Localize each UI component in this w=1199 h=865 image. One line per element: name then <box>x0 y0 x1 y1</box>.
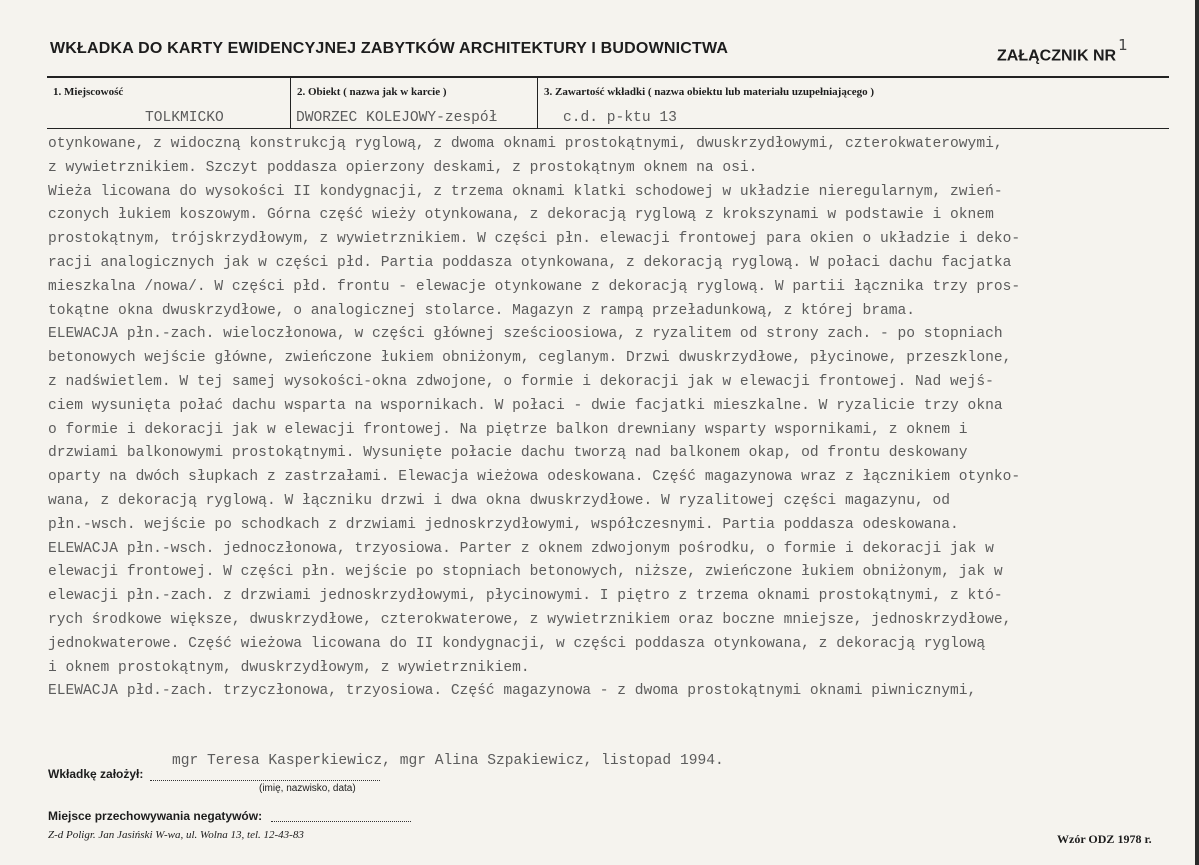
text-line: ELEWACJA płd.-zach. trzyczłonowa, trzyosiowa. Część magazynowa - z dwoma prostokątnymi oknami piwnicznymi, <box>48 683 977 700</box>
place-value: TOLKMICKO <box>145 110 224 126</box>
text-line: prostokątnym, trójskrzydłowym, z wywietrznikiem. W części płn. elewacji frontowej para okien o układzie i deko- <box>48 231 1021 248</box>
author-dotted-line <box>150 780 380 781</box>
field-divider-2 <box>537 77 538 129</box>
text-line: ELEWACJA płn.-wsch. jednoczłonowa, trzyosiowa. Parter z oknem zdwojonym pośrodku, o formie i dekoracji jak w <box>48 540 994 557</box>
form-title: WKŁADKA DO KARTY EWIDENCYJNEJ ZABYTKÓW ARCHITEKTURY I BUDOWNICTWA <box>50 40 729 57</box>
text-line: mieszkalna /nowa/. W części płd. frontu - elewacje otynkowane z dekoracją ryglową. W partii łącznika trzy pros- <box>48 278 1021 295</box>
text-line: racji analogicznych jak w części płd. Partia poddasza otynkowana, z dekoracją ryglową. W połaci dachu facjatka <box>48 254 1012 271</box>
content-label: 3. Zawartość wkładki ( nazwa obiektu lub materiału uzupełniającego ) <box>544 86 875 98</box>
place-label: 1. Miejscowość <box>53 86 124 98</box>
text-line: jednokwaterowe. Część wieżowa licowana do II kondygnacji, w części poddasza otynkowana, z dekoracją ryglową <box>48 635 986 652</box>
text-line: płn.-wsch. wejście po schodkach z drzwiami jednoskrzydłowymi, współczesnymi. Partia poddasza odeskowana. <box>48 516 959 533</box>
object-value: DWORZEC KOLEJOWY-zespół <box>296 110 498 126</box>
text-line: rych środkowe większe, dwuskrzydłowe, czterokwaterowe, z wywietrznikiem oraz boczne mniejsze, jednoskrzydłowe, <box>48 611 1012 628</box>
storage-dotted-line <box>271 821 411 822</box>
text-line: czonych łukiem koszowym. Górna część wieży otynkowana, z dekoracją ryglową z krokszynami w podstawie i oknem <box>48 207 994 224</box>
text-line: z wywietrznikiem. Szczyt poddasza opierzony deskami, z prostokątnym oknem na osi. <box>48 159 758 176</box>
printer-info: Z-d Poligr. Jan Jasiński W-wa, ul. Wolna 13, tel. 12-43-83 <box>48 829 304 841</box>
text-line: otynkowane, z widoczną konstrukcją ryglową, z dwoma oknami prostokątnymi, dwuskrzydłowymi, czterokwaterowymi, <box>48 136 1003 152</box>
header-bottom-rule <box>47 128 1169 129</box>
text-line: elewacji frontowej. W części płn. wejście po stopniach betonowych, niższe, zwieńczone łukiem obniżonym, jak w <box>48 564 1003 581</box>
form-id: Wzór ODZ 1978 r. <box>1057 832 1152 846</box>
text-line: ELEWACJA płn.-zach. wieloczłonowa, w części głównej sześcioosiowa, z ryzalitem od strony zach. - po stopniach <box>48 326 1003 343</box>
text-line: ciem wysunięta połać dachu wsparta na wspornikach. W połaci - dwie facjatki mieszkalne. W ryzalicie trzy okna <box>48 397 1003 414</box>
field-divider-1 <box>290 77 291 129</box>
text-line: tokątne okna dwuskrzydłowe, o analogicznej stolarce. Magazyn z rampą przeładunkową, z której brama. <box>48 302 916 319</box>
card-edge-shadow <box>1195 0 1199 865</box>
header-top-rule <box>47 76 1169 78</box>
text-line: wana, z dekoracją ryglową. W łączniku drzwi i dwa okna dwuskrzydłowe. W ryzalitowej części magazynu, od <box>48 492 951 509</box>
author-label: Wkładkę założył: <box>48 767 144 781</box>
text-line: z nadświetlem. W tej samej wysokości-okna zdwojone, o formie i dekoracji jak w elewacji frontowej. Nad wejś- <box>48 373 994 390</box>
annex-label-text: ZAŁĄCZNIK NR <box>997 47 1117 65</box>
text-line: elewacji płn.-zach. z drzwiami jednoskrzydłowymi, płycinowymi. I piętro z trzema oknami prostokątnymi, z któ- <box>48 588 1003 605</box>
text-line: o formie i dekoracji jak w elewacji frontowej. Na piętrze balkon drewniany wsparty wspornikami, z oknem i <box>48 421 968 438</box>
object-label: 2. Obiekt ( nazwa jak w karcie ) <box>297 86 447 98</box>
annex-number: 1 <box>1118 36 1128 54</box>
author-hint: (imię, nazwisko, data) <box>259 783 356 794</box>
description-text <box>48 133 1168 704</box>
text-line: Wieża licowana do wysokości II kondygnacji, z trzema oknami klatki schodowej w układzie nieregularnym, zwień- <box>48 183 1003 200</box>
text-line: i oknem prostokątnym, dwuskrzydłowym, z wywietrznikiem. <box>48 659 530 676</box>
author-value: mgr Teresa Kasperkiewicz, mgr Alina Szpakiewicz, listopad 1994. <box>172 753 724 769</box>
text-line: drzwiami balkonowymi prostokątnymi. Wysunięte połacie dachu tworzą nad balkonem okap, od frontu deskowany <box>48 445 968 462</box>
content-value: c.d. p-ktu 13 <box>563 110 677 126</box>
annex-label <box>997 36 1128 65</box>
storage-label: Miejsce przechowywania negatywów: <box>48 809 263 823</box>
text-line: oparty na dwóch słupkach z zastrzałami. Elewacja wieżowa odeskowana. Część magazynowa wraz z łącznikiem otynko- <box>48 469 1021 486</box>
text-line: betonowych wejście główne, zwieńczone łukiem obniżonym, ceglanym. Drzwi dwuskrzydłowe, płycinowe, przeszklone, <box>48 350 1012 367</box>
